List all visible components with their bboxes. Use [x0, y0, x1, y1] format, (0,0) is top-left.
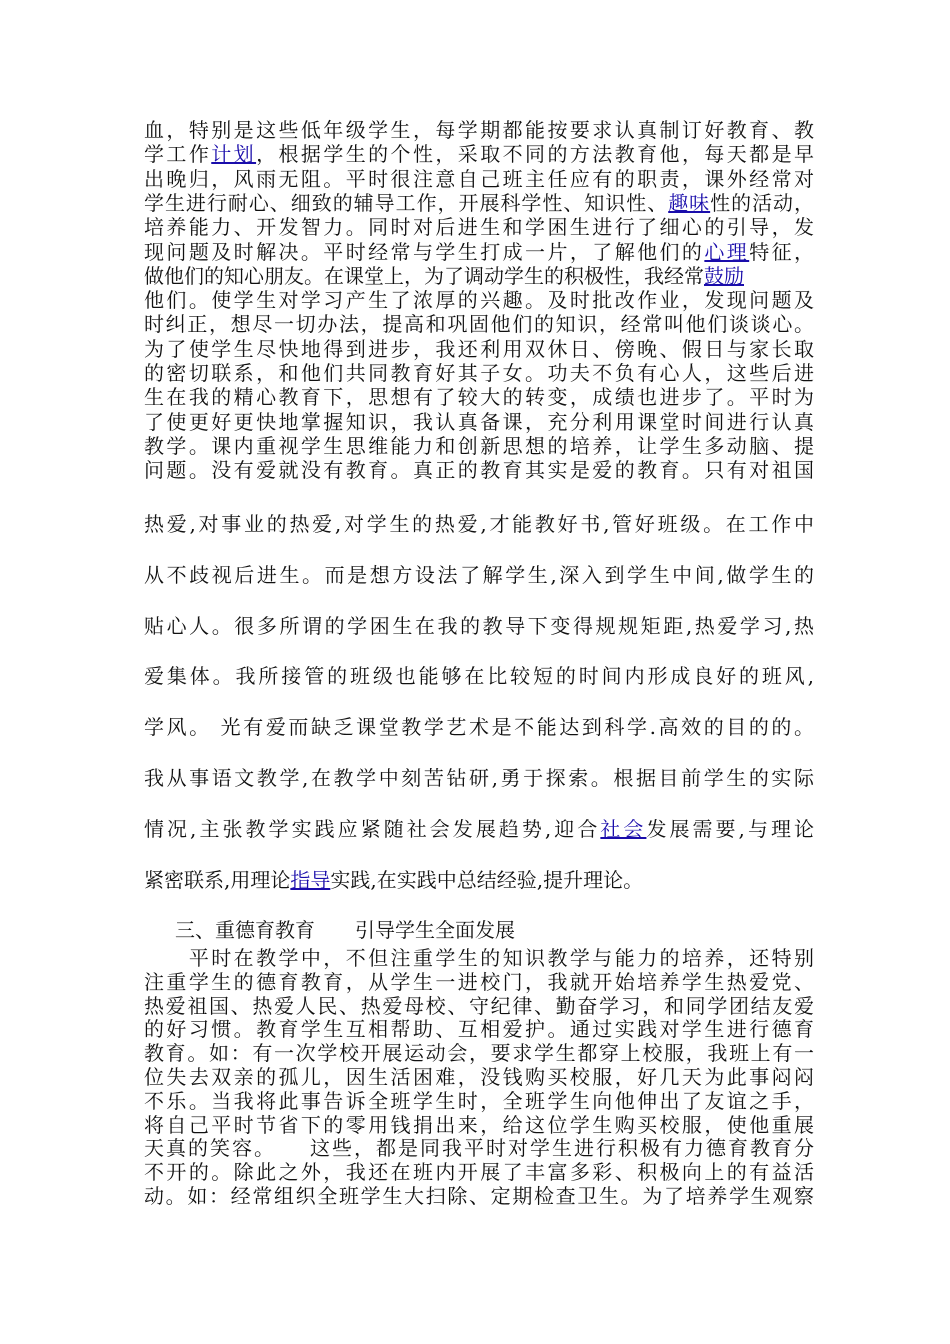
- text-line: [144, 240, 814, 264]
- text-segment: 情况,主张教学实践应紧随社会发展趋势,迎合: [144, 816, 601, 841]
- text-line: 从不歧视后进生。而是想方设法了解学生,深入到学生中间,做学生的: [144, 562, 814, 587]
- text-line: [144, 142, 814, 166]
- text-segment: 紧密联系,用理论: [144, 867, 291, 892]
- text-segment: 现问题及时解决。平时经常与学生打成一片，了解他们的: [144, 239, 705, 264]
- text-line: 学风。 光有爱而缺乏课堂教学艺术是不能达到科学.高效的目的的。: [144, 715, 814, 740]
- inline-link[interactable]: 社会: [600, 816, 647, 841]
- text-line: 不开的。除此之外，我还在班内开展了丰富多彩、积极向上的有益活: [144, 1160, 814, 1185]
- text-line: 教学。课内重视学生思维能力和创新思想的培养，让学生多动脑、提: [144, 433, 814, 458]
- text-line: 天真的笑容。 这些，都是同我平时对学生进行积极有力德育教育分: [144, 1136, 814, 1161]
- text-line: 教育。如：有一次学校开展运动会，要求学生都穿上校服，我班上有一: [144, 1041, 814, 1066]
- text-line: 培养能力、开发智力。同时对后进生和学困生进行了细心的引导，发: [144, 215, 814, 240]
- text-line: 我从事语文教学,在教学中刻苦钻研,勇于探索。根据目前学生的实际: [144, 766, 814, 790]
- text-line: 爱集体。我所接管的班级也能够在比较短的时间内形成良好的班风,: [144, 664, 814, 689]
- text-line: 注重学生的德育教育，从学生一进校门，我就开始培养学生热爱党、: [144, 969, 814, 994]
- text-line: 不乐。当我将此事告诉全班学生时，全班学生向他伸出了友谊之手，: [144, 1088, 814, 1113]
- text-line: 平时在教学中，不但注重学生的知识教学与能力的培养，还特别: [144, 946, 814, 970]
- text-line: [144, 817, 814, 841]
- text-segment: 做他们的知心朋友。在课堂上，为了调动学生的积极性，我经常: [144, 263, 704, 288]
- text-line: 血，特别是这些低年级学生，每学期都能按要求认真制订好教育、教: [144, 118, 814, 142]
- text-line: 了使更好更快地掌握知识，我认真备课，充分利用课堂时间进行认真: [144, 409, 814, 434]
- text-line: [144, 264, 814, 288]
- text-line: 动。如：经常组织全班学生大扫除、定期检查卫生。为了培养学生观察: [144, 1184, 814, 1208]
- text-segment: 特征，: [749, 239, 815, 264]
- text-segment: 实践,在实践中总结经验,提升理论。: [330, 867, 644, 892]
- text-line: 热爱祖国、热爱人民、热爱母校、守纪律、勤奋学习，和同学团结友爱: [144, 993, 814, 1018]
- text-segment: 发展需要,与理论: [646, 816, 815, 841]
- text-line: 问题。没有爱就没有教育。真正的教育其实是爱的教育。只有对祖国: [144, 458, 814, 483]
- text-line: [144, 868, 814, 892]
- text-line: 时纠正，想尽一切办法，提高和巩固他们的知识，经常叫他们谈谈心。: [144, 312, 814, 337]
- text-line: 将自己平时节省下的零用钱捐出来，给这位学生购买校服，使他重展: [144, 1112, 814, 1137]
- text-line: 出晚归，风雨无阻。平时很注意自己班主任应有的职责，课外经常对: [144, 166, 814, 191]
- inline-link[interactable]: 指导: [290, 867, 331, 892]
- text-line: 生在我的精心教育下，思想有了较大的转变，成绩也进步了。平时为: [144, 385, 814, 410]
- text-line: 贴心人。很多所谓的学困生在我的教导下变得规规矩距,热爱学习,热: [144, 613, 814, 638]
- text-line: 他们。使学生对学习产生了浓厚的兴趣。及时批改作业，发现问题及: [144, 288, 814, 313]
- text-line: 热爱,对事业的热爱,对学生的热爱,才能教好书,管好班级。在工作中: [144, 512, 814, 536]
- text-segment: 学生进行耐心、细致的辅导工作，开展科学性、知识性、: [144, 190, 669, 215]
- section-heading: 三、重德育教育 引导学生全面发展: [175, 918, 515, 942]
- text-line: 的密切联系，和他们共同教育好其子女。功夫不负有心人，这些后进: [144, 361, 814, 385]
- inline-link[interactable]: 鼓励: [704, 263, 744, 288]
- text-segment: 性的活动，: [710, 190, 815, 215]
- text-segment: 学工作: [144, 142, 212, 167]
- inline-link[interactable]: 心理: [704, 239, 750, 264]
- text-segment: ，根据学生的个性，采取不同的方法教育他，每天都是早: [256, 142, 815, 167]
- text-line: [144, 191, 814, 215]
- text-line: 的好习惯。教育学生互相帮助、互相爱护。通过实践对学生进行德育: [144, 1017, 814, 1042]
- text-line: 为了使学生尽快地得到进步，我还利用双休日、傍晚、假日与家长取: [144, 336, 814, 361]
- text-line: 位失去双亲的孤儿，因生活困难，没钱购买校服，好几天为此事闷闷: [144, 1065, 814, 1089]
- inline-link[interactable]: 趣味: [668, 190, 711, 215]
- inline-link[interactable]: 计划: [211, 142, 257, 167]
